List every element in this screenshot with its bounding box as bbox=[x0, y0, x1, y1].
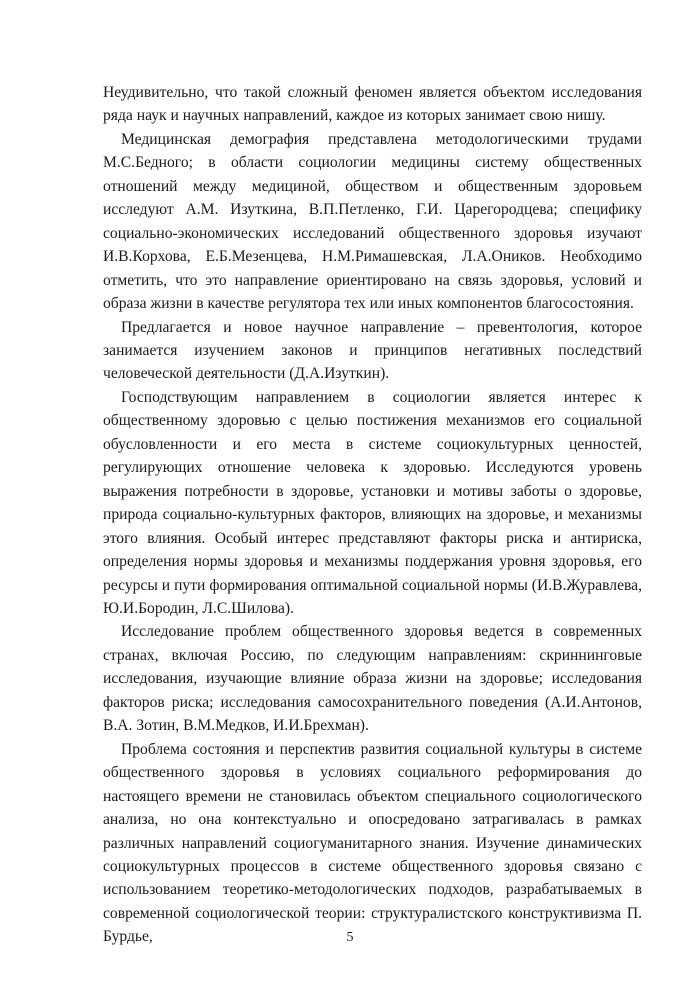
paragraph: Предлагается и новое научное направление – превентология, которое занимается изучением законов и принципов негативных последствий человеческой деятельности (Д.А.Изуткин). bbox=[103, 318, 642, 383]
page-number: 5 bbox=[346, 930, 354, 945]
paragraph: Проблема состояния и перспектив развития социальной культуры в системе общественного здоровья в условиях социального реформирования до настоящего времени не становилась объектом специального социологического анализа, но она контекстуально и опосредовано затрагивалась в рамках различных направлений социогуманитарного знания. Изучение динамических социокультурных процессов в системе общественного здоровья связано с использованием теоретико-методологических подходов, разрабатываемых в современной социологической теории: структуралистского конструктивизма П. Бурдье, bbox=[103, 740, 642, 946]
paragraph: Исследование проблем общественного здоровья ведется в современных странах, включая Россию, по следующим направлениям: скриннинговые исследования, изучающие влияние образа жизни на здоровье; исследования факторов риска; исследования самосохранительного поведения (А.И.Антонов, В.А. Зотин, В.М.Медков, И.И.Брехман). bbox=[103, 623, 642, 735]
paragraph: Неудивительно, что такой сложный феномен является объектом исследования ряда наук и научных направлений, каждое из которых занимает свою нишу. bbox=[103, 84, 642, 125]
body-text bbox=[103, 81, 642, 949]
paragraph: Господствующим направлением в социологии является интерес к общественному здоровью с целью постижения механизмов его социальной обусловленности и его места в системе социокультурных ценностей, регулирующих отношение человека к здоровью. Исследуются уровень выражения потребности в здоровье, установки и мотивы заботы о здоровье, природа социально-культурных факторов, влияющих на здоровье, и механизмы этого влияния. Особый интерес представляют факторы риска и антириска, определения нормы здоровья и механизмы поддержания уровня здоровья, его ресурсы и пути формирования оптимальной социальной нормы (И.В.Журавлева, Ю.И.Бородин, Л.С.Шилова). bbox=[103, 388, 642, 617]
paragraph: Медицинская демография представлена методологическими трудами М.С.Бедного; в области социологии медицины систему общественных отношений между медициной, обществом и общественным здоровьем исследуют А.М. Изуткина, В.П.Петленко, Г.И. Царегородцева; специфику социально-экономических исследований общественного здоровья изучают И.В.Корхова, Е.Б.Мезенцева, Н.М.Римашевская, Л.А.Оников. Необходимо отметить, что это направление ориентировано на связь здоровья, условий и образа жизни в качестве регулятора тех или иных компонентов благосостояния. bbox=[103, 130, 642, 313]
